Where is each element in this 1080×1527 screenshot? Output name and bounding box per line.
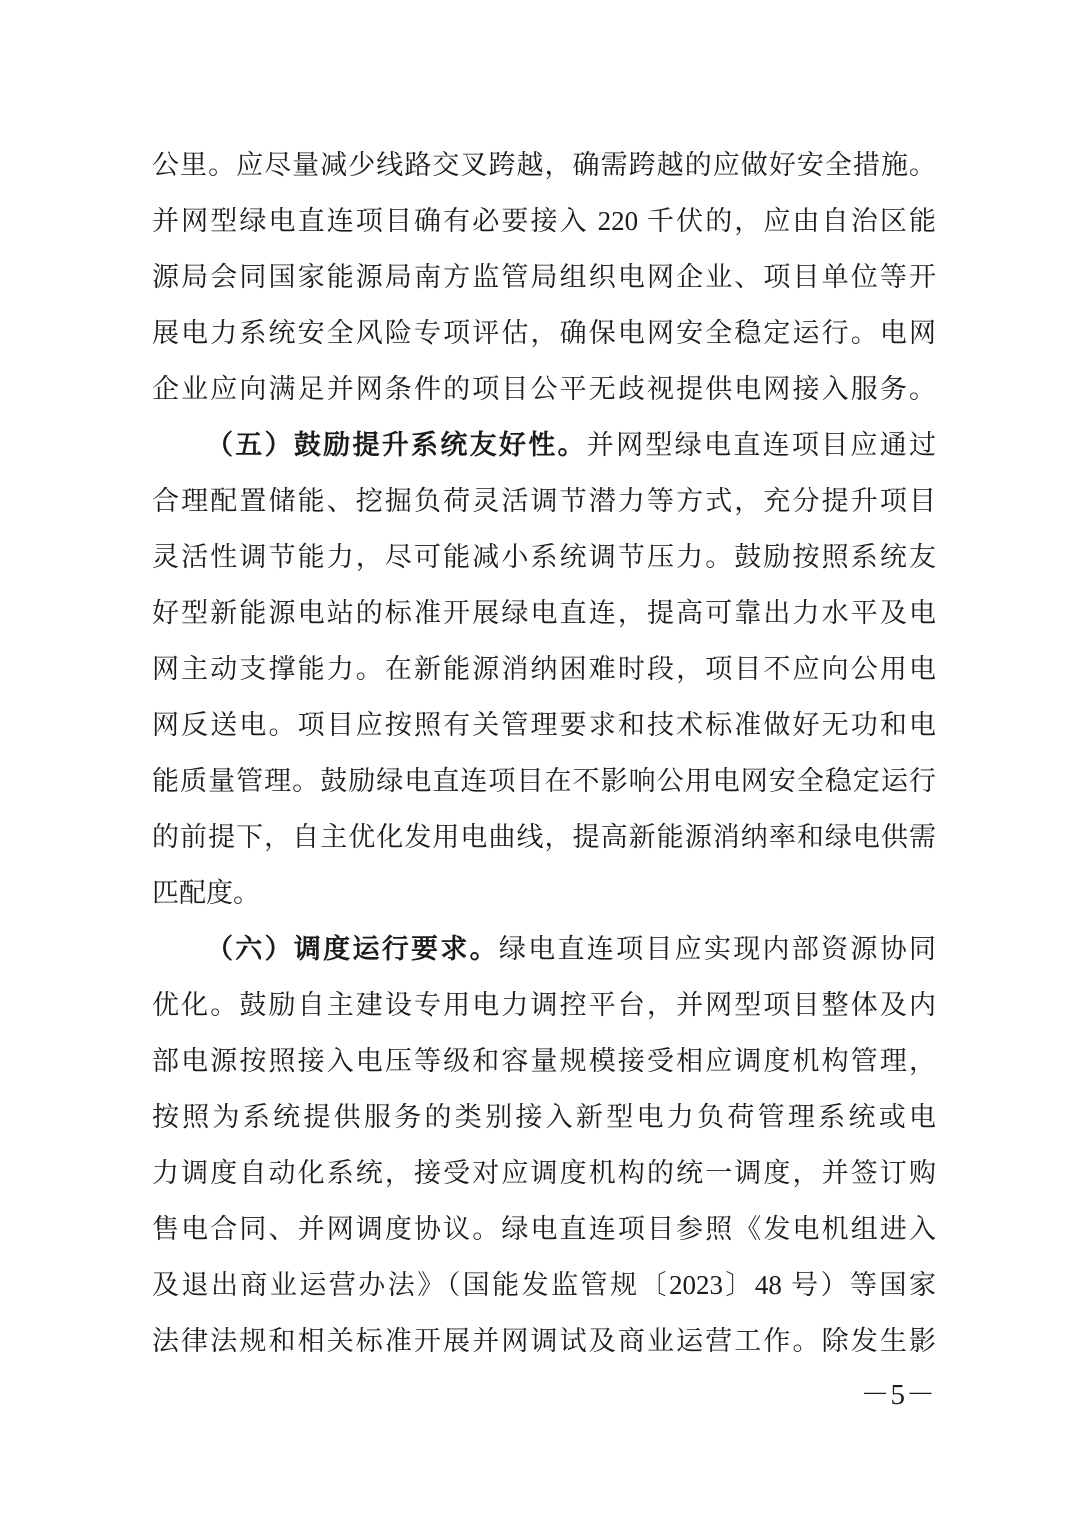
body-text: 并网型绿电直连项目应通过: [586, 430, 936, 460]
body-text: 售电合同、并网调度协议。绿电直连项目参照《发电机组进入: [152, 1214, 936, 1244]
text-line: [152, 753, 936, 809]
text-line: [152, 1145, 936, 1201]
body-text: 的前提下，自主优化发用电曲线，提高新能源消纳率和绿电供需: [152, 822, 936, 852]
body-text: 力调度自动化系统，接受对应调度机构的统一调度，并签订购: [152, 1158, 936, 1188]
text-line: [152, 1201, 936, 1257]
body-text: 及退出商业运营办法》（国能发监管规〔2023〕48 号）等国家: [152, 1270, 936, 1300]
text-line: [152, 865, 936, 921]
document-body: [152, 137, 936, 1369]
body-text: 灵活性调节能力，尽可能减小系统调节压力。鼓励按照系统友: [152, 542, 936, 572]
body-text: 网反送电。项目应按照有关管理要求和技术标准做好无功和电: [152, 710, 936, 740]
text-line: [152, 417, 936, 473]
body-text: 企业应向满足并网条件的项目公平无歧视提供电网接入服务。: [152, 374, 936, 404]
section-heading-text: （五）鼓励提升系统友好性。: [206, 430, 587, 460]
text-line: [152, 361, 936, 417]
body-text: 绿电直连项目应实现内部资源协同: [498, 934, 936, 964]
text-line: [152, 473, 936, 529]
text-line: [152, 193, 936, 249]
body-text: 好型新能源电站的标准开展绿电直连，提高可靠出力水平及电: [152, 598, 936, 628]
text-line: [152, 641, 936, 697]
body-text: 并网型绿电直连项目确有必要接入 220 千伏的，应由自治区能: [152, 206, 936, 236]
page-number: －5－: [860, 1379, 936, 1411]
text-line: [152, 1257, 936, 1313]
text-line: [152, 1033, 936, 1089]
text-line: [152, 921, 936, 977]
text-line: [152, 305, 936, 361]
text-line: [152, 977, 936, 1033]
text-line: [152, 809, 936, 865]
text-line: [152, 1313, 936, 1369]
body-text: 合理配置储能、挖掘负荷灵活调节潜力等方式，充分提升项目: [152, 486, 936, 516]
body-text: 部电源按照接入电压等级和容量规模接受相应调度机构管理，: [152, 1046, 936, 1076]
body-text: 匹配度。: [152, 878, 260, 908]
body-text: 展电力系统安全风险专项评估，确保电网安全稳定运行。电网: [152, 318, 936, 348]
body-text: 能质量管理。鼓励绿电直连项目在不影响公用电网安全稳定运行: [152, 766, 936, 796]
body-text: 按照为系统提供服务的类别接入新型电力负荷管理系统或电: [152, 1102, 936, 1132]
body-text: 网主动支撑能力。在新能源消纳困难时段，项目不应向公用电: [152, 654, 936, 684]
text-line: [152, 137, 936, 193]
body-text: 法律法规和相关标准开展并网调试及商业运营工作。除发生影: [152, 1326, 936, 1356]
section-heading-text: （六）调度运行要求。: [206, 934, 499, 964]
text-line: [152, 697, 936, 753]
body-text: 公里。应尽量减少线路交叉跨越，确需跨越的应做好安全措施。: [152, 150, 936, 180]
text-line: [152, 249, 936, 305]
text-line: [152, 585, 936, 641]
body-text: 源局会同国家能源局南方监管局组织电网企业、项目单位等开: [152, 262, 936, 292]
body-text: 优化。鼓励自主建设专用电力调控平台，并网型项目整体及内: [152, 990, 936, 1020]
text-line: [152, 1089, 936, 1145]
text-line: [152, 529, 936, 585]
